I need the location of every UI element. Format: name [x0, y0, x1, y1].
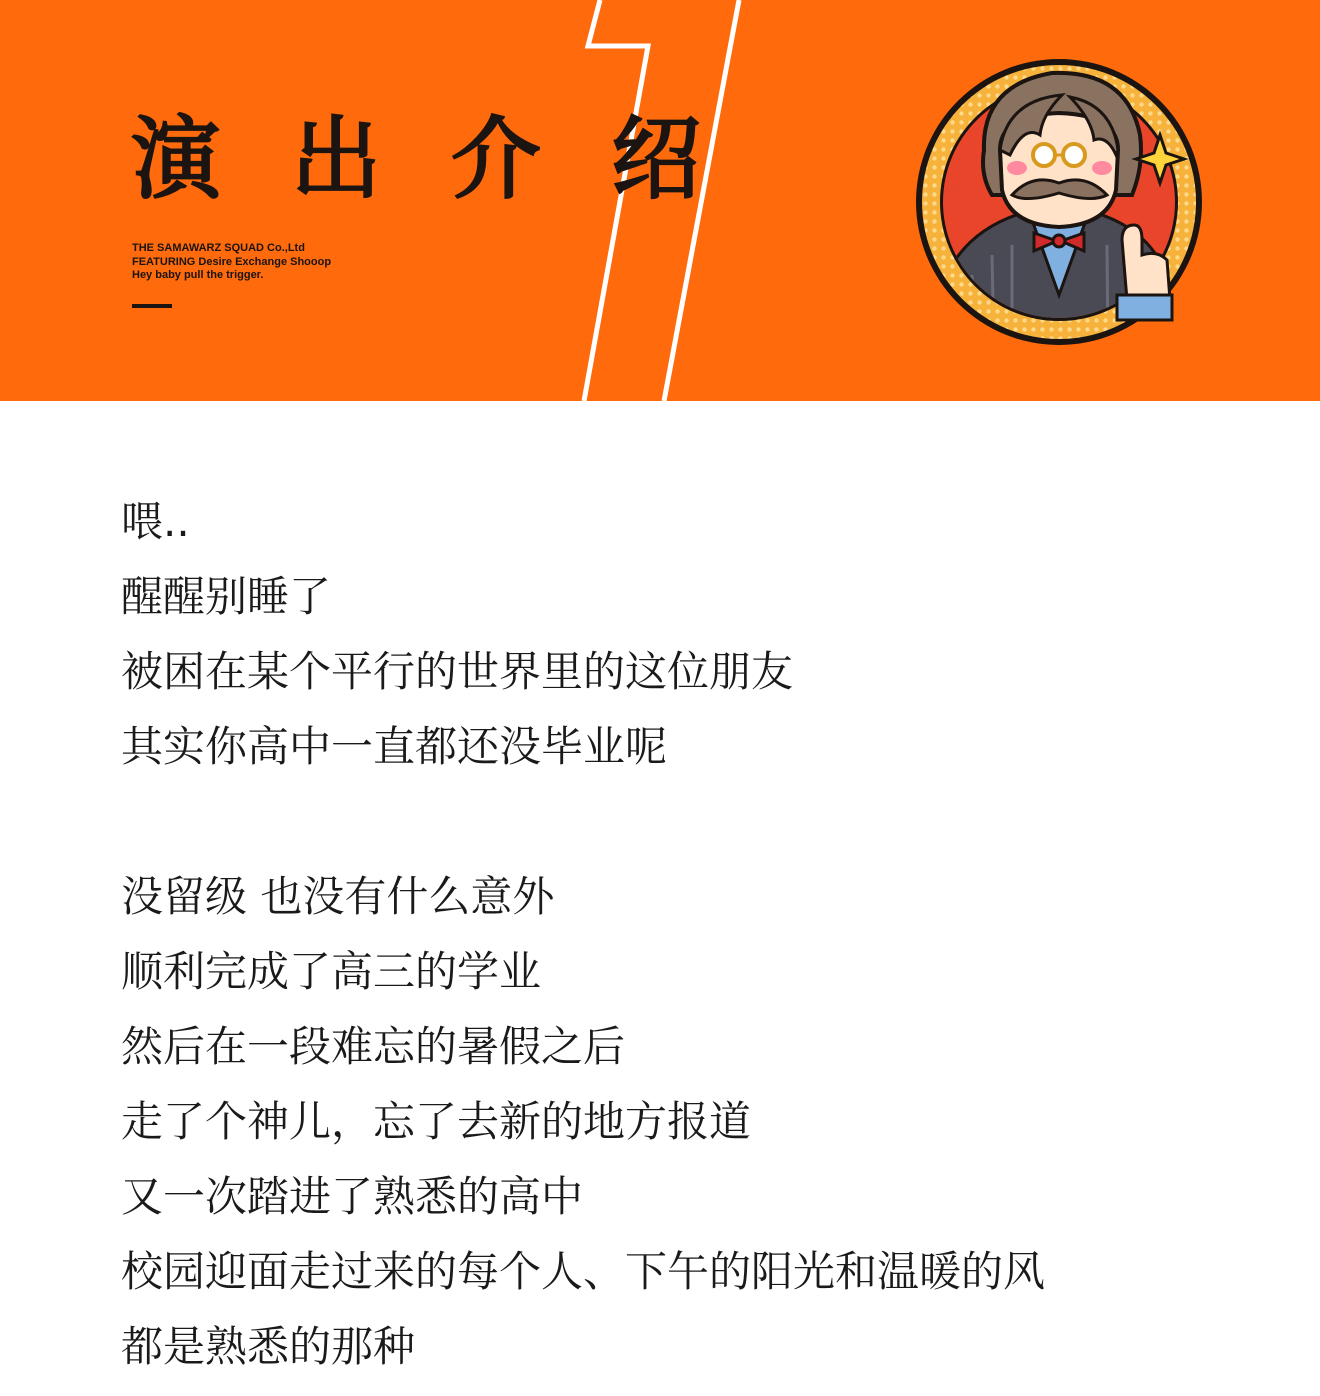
subtitle-line: FEATURING Desire Exchange Shooop [132, 255, 332, 268]
text-line: 又一次踏进了熟悉的高中 [121, 1172, 584, 1221]
text-line: 被困在某个平行的世界里的这位朋友 [121, 647, 794, 696]
paragraph-gap [121, 784, 1241, 859]
text-line: 没留级 也没有什么意外 [121, 872, 555, 921]
intro-text [121, 484, 1241, 1384]
text-line: 走了个神儿，忘了去新的地方报道 [121, 1097, 752, 1146]
divider [132, 304, 172, 308]
text-line: 顺利完成了高三的学业 [121, 947, 542, 996]
header-banner [0, 0, 1320, 401]
text-line: 醒醒别睡了 [121, 572, 332, 621]
text-line: 校园迎面走过来的每个人、下午的阳光和温暖的风 [121, 1247, 1046, 1296]
banner-subtitle [132, 242, 331, 283]
page-title: 演出介绍 [131, 107, 771, 212]
text-line: 喂.. [121, 497, 190, 546]
subtitle-line: Hey baby pull the trigger. [132, 269, 264, 281]
text-line: 都是熟悉的那种 [121, 1322, 416, 1371]
text-line: 然后在一段难忘的暑假之后 [121, 1022, 626, 1071]
text-line: 其实你高中一直都还没毕业呢 [121, 722, 668, 771]
mascot-illustration [912, 55, 1212, 355]
subtitle-line: THE SAMAWARZ SQUAD Co.,Ltd [132, 242, 305, 254]
